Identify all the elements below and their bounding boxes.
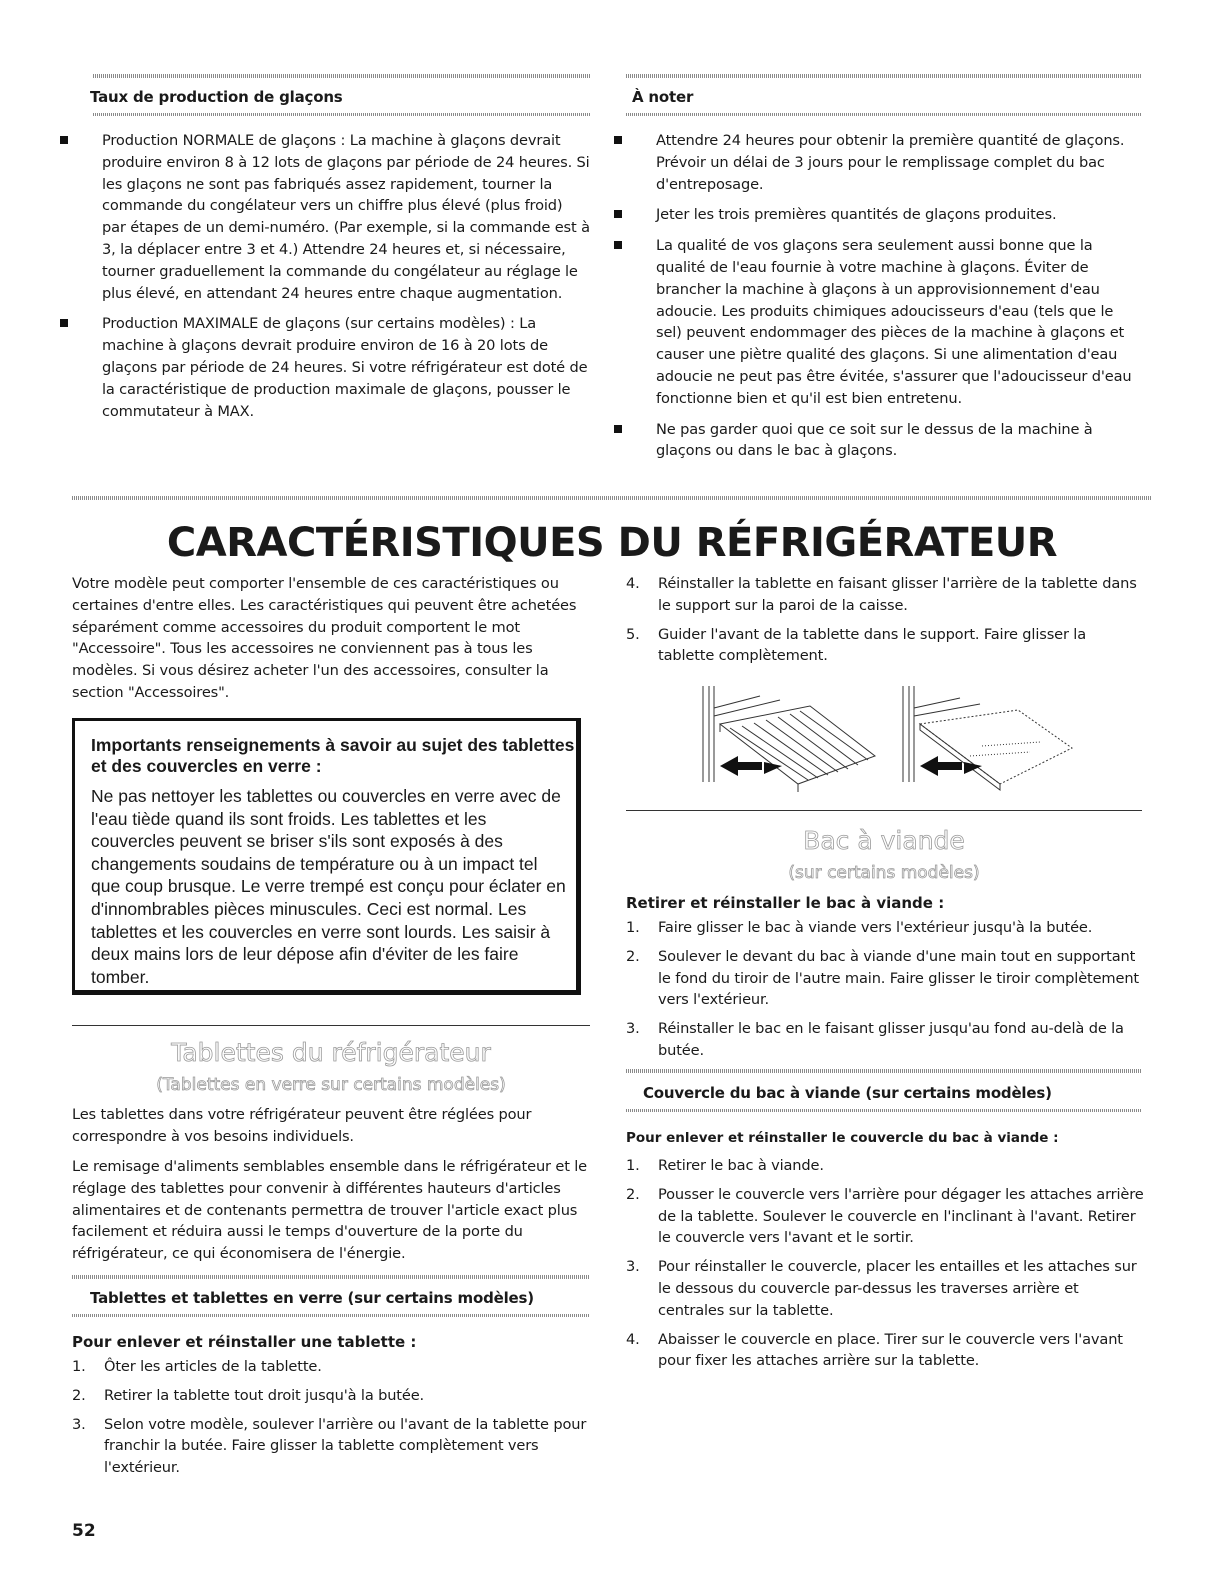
shelves-title: Tablettes du réfrigérateur	[171, 1038, 491, 1067]
list-item: 2. Retirer la tablette tout droit jusqu'à la butée.	[72, 1386, 425, 1404]
shelves-subheading: Tablettes et tablettes en verre (sur certains modèles)	[90, 1289, 534, 1307]
section-rule	[626, 810, 1142, 811]
list-item: 2. Soulever le devant du bac à viande d'une main tout en supportant le fond du tiroir de l'autre main. Faire glisser le tiroir complètement vers l'extérieur.	[626, 947, 1139, 1009]
list-item: Ne pas garder quoi que ce soit sur le dessus de la machine à glaçons ou dans le bac à glaçons.	[614, 419, 1142, 463]
meat-drawer-steps	[626, 917, 1146, 1069]
list-item: 1. Faire glisser le bac à viande vers l'extérieur jusqu'à la butée.	[626, 919, 1093, 936]
list-item: 2. Pousser le couvercle vers l'arrière pour dégager les attaches arrière de la tablette. Soulever le couvercle en l'inclinant à l'avant. Retirer le couvercle vers l'avant et le sortir.	[626, 1185, 1144, 1247]
arrow-left-icon	[720, 756, 782, 776]
warning-title: Importants renseignements à savoir au sujet des tablettes et des couvercles en verre :	[91, 735, 575, 776]
glass-shelf-figure	[903, 686, 1072, 790]
shelves-subtitle: (Tablettes en verre sur certains modèles)	[156, 1075, 506, 1095]
note-heading: À noter	[632, 88, 694, 106]
list-item: 5. Guider l'avant de la tablette dans le support. Faire glisser la tablette complètement.	[626, 625, 1087, 665]
dotted-rule	[626, 113, 1142, 116]
dotted-rule	[626, 74, 1142, 78]
list-item: 3. Réinstaller le bac en le faisant glisser jusqu'au fond au-delà de la butée.	[626, 1020, 1124, 1059]
list-item: La qualité de vos glaçons sera seulement aussi bonne que la qualité de l'eau fournie à votre machine à glaçons. Éviter de brancher la machine à glaçons à un approvisionnement d'eau adoucie. Les produits chimiques adoucisseurs d'eau (tels que le sel) peuvent endommager des pièces de la machine à glaçons et causer une piètre qualité des glaçons. Si une alimentation d'eau adoucie ne peut pas être évitée, s'assurer que l'adoucisseur d'eau fonctionne bien et qu'il est bien entretenu.	[614, 235, 1142, 409]
shelves-steps	[72, 1356, 592, 1486]
dotted-rule	[72, 1314, 590, 1317]
list-item: 3. Pour réinstaller le couvercle, placer les entailles et les attaches sur le dessous du couvercle par-dessus les traverses arrière et centrales sur la tablette.	[626, 1258, 1137, 1319]
wire-shelf-figure	[703, 686, 875, 792]
list-item: 1. Retirer le bac à viande.	[626, 1157, 824, 1174]
section-title: CARACTÉRISTIQUES DU RÉFRIGÉRATEUR	[166, 520, 1058, 566]
dotted-rule	[626, 1109, 1142, 1112]
warning-box	[72, 718, 581, 995]
ice-rate-list	[60, 130, 590, 431]
list-item: Production MAXIMALE de glaçons (sur certains modèles) : La machine à glaçons devrait produire environ de 16 à 20 lots de glaçons par période de 24 heures. Si votre réfrigérateur est doté de la caractéristique de production maximale de glaçons, pousser le commutateur à MAX.	[60, 313, 590, 422]
ice-rate-heading: Taux de production de glaçons	[90, 88, 343, 106]
intro-paragraph: Votre modèle peut comporter l'ensemble de ces caractéristiques ou certaines d'entre elles. Les caractéristiques qui peuvent être achetées séparément comme accessoires du produit comportent le mot "Accessoire". Tous les accessoires ne conviennent pas à tous les modèles. Si vous désirez acheter l'un des accessoires, consulter la section "Accessoires".	[72, 575, 577, 701]
cover-steps	[626, 1155, 1146, 1379]
meat-drawer-steps-heading: Retirer et réinstaller le bac à viande :	[626, 894, 945, 912]
list-item: Attendre 24 heures pour obtenir la première quantité de glaçons. Prévoir un délai de 3 jours pour le remplissage complet du bac d'entreposage.	[614, 130, 1142, 195]
meat-drawer-subtitle: (sur certains modèles)	[788, 863, 980, 883]
note-list	[614, 130, 1142, 471]
cover-steps-heading: Pour enlever et réinstaller le couvercle du bac à viande :	[626, 1130, 1059, 1146]
shelves-para-1: Les tablettes dans votre réfrigérateur peuvent être réglées pour correspondre à vos besoins individuels.	[72, 1106, 532, 1145]
shelves-steps-heading: Pour enlever et réinstaller une tablette :	[72, 1333, 417, 1351]
dotted-rule	[626, 1069, 1142, 1073]
list-item: Jeter les trois premières quantités de glaçons produites.	[614, 204, 1142, 226]
dotted-rule	[93, 74, 590, 78]
list-item: 1. Ôter les articles de la tablette.	[72, 1358, 322, 1375]
shelves-para-2: Le remisage d'aliments semblables ensemble dans le réfrigérateur et le réglage des tablettes pour convenir à différentes hauteurs d'articles alimentaires et de contenants permettra de trouver l'article exact plus facilement et réduira aussi le temps d'ouverture de la porte du réfrigérateur, ce qui économisera de l'énergie.	[72, 1158, 588, 1263]
cover-heading: Couvercle du bac à viande (sur certains modèles)	[643, 1084, 1052, 1102]
shelf-removal-illustration	[700, 686, 1080, 816]
list-item: 4. Réinstaller la tablette en faisant glisser l'arrière de la tablette dans le support sur la paroi de la caisse.	[626, 575, 1137, 614]
section-rule	[72, 1025, 590, 1026]
arrow-left-icon	[920, 756, 982, 776]
list-item: 4. Abaisser le couvercle en place. Tirer sur le couvercle vers l'avant pour fixer les attaches arrière sur la tablette.	[626, 1330, 1123, 1370]
warning-body: Ne pas nettoyer les tablettes ou couvercles en verre avec de l'eau tiède quand ils sont froids. Les tablettes et les couvercles peuvent se briser s'ils sont exposés à des changements soudains de température ou à un impact tel que coup brusque. Le verre trempé est conçu pour éclater en d'innombrables pièces minuscules. Ceci est normal. Les tablettes et les couvercles en verre sont lourds. Les saisir à deux mains lors de leur dépose afin d'éviter de les faire tomber.	[91, 786, 566, 987]
shelves-steps-continued	[626, 573, 1146, 674]
section-divider	[72, 496, 1152, 500]
list-item: 3. Selon votre modèle, soulever l'arrière ou l'avant de la tablette pour franchir la butée. Faire glisser la tablette complètement vers l'extérieur.	[72, 1415, 587, 1477]
list-item: Production NORMALE de glaçons : La machine à glaçons devrait produire environ 8 à 12 lots de glaçons par période de 24 heures. Si les glaçons ne sont pas fabriqués assez rapidement, tourner la commande du congélateur vers un chiffre plus élevé (plus froid) par étapes de un demi-numéro. (Par exemple, si la commande est à 3, la déplacer entre 3 et 4.) Attendre 24 heures et, si nécessaire, tourner graduellement la commande du congélateur au réglage le plus élevé, en attendant 24 heures entre chaque augmentation.	[60, 130, 590, 304]
dotted-rule	[93, 113, 590, 116]
page-number: 52	[72, 1521, 96, 1541]
dotted-rule	[72, 1275, 590, 1279]
meat-drawer-title: Bac à viande	[803, 826, 965, 855]
